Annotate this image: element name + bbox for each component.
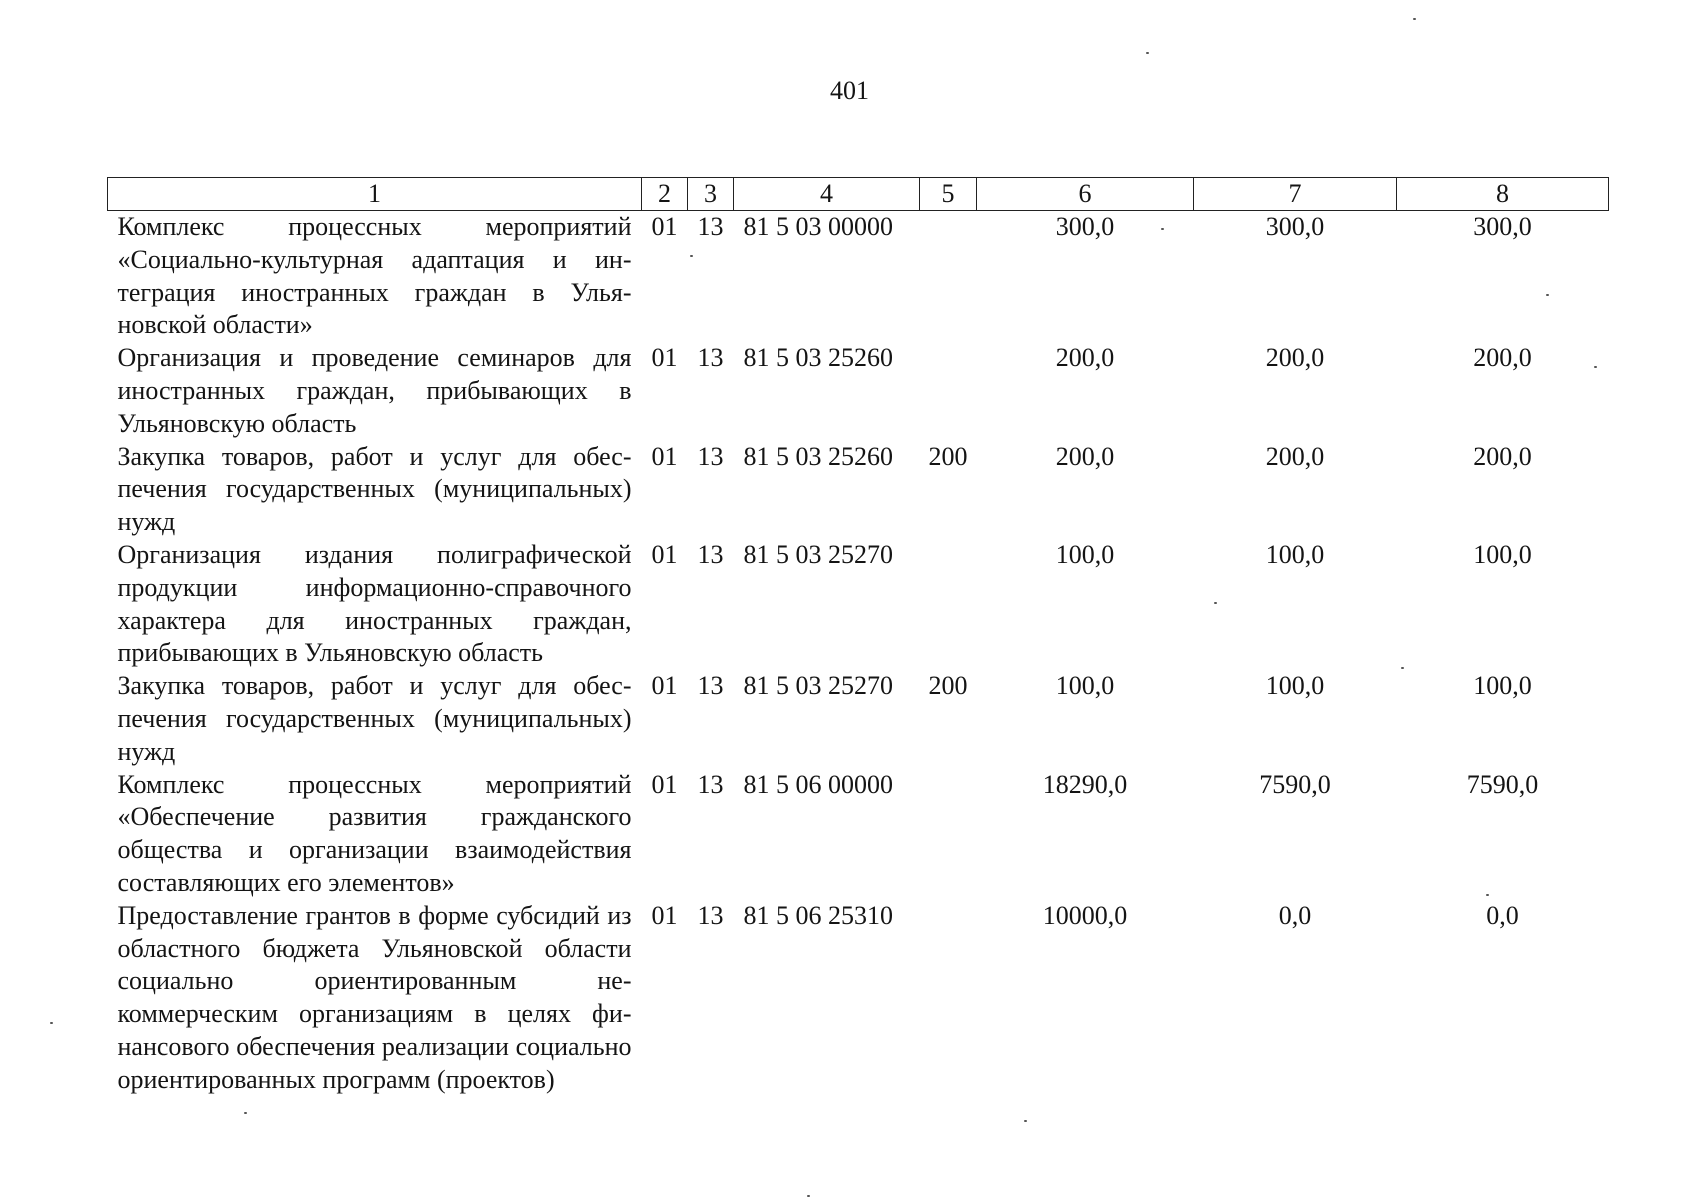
row-amount-col6: 10000,0 — [1042, 900, 1128, 930]
row-amount-col7: 200,0 — [1265, 343, 1325, 373]
row-description: Организация и проведение семинаров для иностранных граждан, прибывающих в Ульяновскую область — [117, 343, 632, 438]
row-expense-type-code: 200 — [928, 441, 968, 471]
scan-speck — [1214, 602, 1217, 604]
row-section-code: 01 — [651, 900, 678, 930]
row-target-article-code: 81 5 03 25260 — [743, 343, 893, 373]
row-section-code: 01 — [651, 769, 678, 799]
table-row — [108, 670, 1609, 768]
table-row — [108, 342, 1609, 440]
row-expense-type-code: 200 — [928, 671, 968, 701]
row-description: Закупка товаров, работ и услуг для обеспечения государственных (муниципальных) нужд — [117, 441, 632, 537]
row-amount-col7: 300,0 — [1265, 212, 1325, 241]
row-amount-col6: 100,0 — [1055, 539, 1115, 569]
row-expense-type-code — [920, 539, 977, 670]
scan-speck — [1486, 894, 1489, 896]
row-expense-type-code — [920, 211, 977, 343]
row-amount-col8: 100,0 — [1473, 539, 1532, 569]
row-subsection-code: 13 — [697, 900, 724, 930]
table-row — [108, 539, 1609, 670]
scan-speck — [1401, 667, 1404, 669]
row-amount-col7: 0,0 — [1278, 900, 1312, 930]
row-section-code: 01 — [651, 343, 678, 373]
row-expense-type-code — [920, 900, 977, 1097]
table-row — [108, 211, 1609, 343]
header-cell-4: 4 — [734, 178, 920, 211]
header-row — [108, 178, 1609, 211]
table-row — [108, 441, 1609, 539]
scan-speck — [1594, 366, 1597, 368]
row-amount-col8: 100,0 — [1473, 671, 1532, 701]
row-description: Комплекс процессных мероприятий «Обеспечение развития гражданского общества и организации взаимодействия составляющих его элементов» — [117, 769, 632, 897]
row-section-code: 01 — [651, 539, 678, 569]
row-section-code: 01 — [651, 212, 678, 241]
header-cell-1: 1 — [108, 178, 642, 211]
row-section-code: 01 — [651, 671, 678, 701]
row-amount-col6: 300,0 — [1055, 212, 1115, 241]
scan-speck — [1161, 228, 1164, 230]
row-target-article-code: 81 5 03 00000 — [743, 212, 893, 241]
scan-speck — [690, 255, 693, 257]
table-body — [108, 211, 1609, 1097]
row-amount-col7: 200,0 — [1265, 441, 1325, 471]
header-cell-6: 6 — [977, 178, 1194, 211]
header-cell-8: 8 — [1397, 178, 1609, 211]
row-target-article-code: 81 5 03 25270 — [743, 671, 893, 701]
row-amount-col8: 300,0 — [1473, 212, 1532, 241]
header-cell-5: 5 — [920, 178, 977, 211]
row-amount-col8: 200,0 — [1473, 343, 1532, 373]
scan-speck — [1024, 1120, 1027, 1122]
row-subsection-code: 13 — [697, 539, 724, 569]
row-amount-col6: 100,0 — [1055, 671, 1115, 701]
scan-speck — [807, 1195, 810, 1197]
row-subsection-code: 13 — [697, 441, 724, 471]
row-subsection-code: 13 — [697, 343, 724, 373]
row-expense-type-code — [920, 769, 977, 900]
table-row — [108, 769, 1609, 900]
table-header — [108, 178, 1609, 211]
row-target-article-code: 81 5 06 00000 — [743, 769, 893, 799]
row-amount-col6: 200,0 — [1055, 343, 1115, 373]
budget-table — [107, 177, 1609, 1097]
scan-speck — [50, 1022, 53, 1024]
header-cell-2: 2 — [642, 178, 688, 211]
page-number: 401 — [830, 76, 869, 105]
row-description: Закупка товаров, работ и услуг для обеспечения государственных (муниципальных) нужд — [117, 671, 632, 766]
scan-speck — [1146, 52, 1149, 54]
scan-speck — [1546, 294, 1549, 296]
row-amount-col8: 200,0 — [1473, 441, 1532, 471]
row-section-code: 01 — [651, 441, 678, 471]
scan-speck — [1413, 18, 1416, 20]
row-target-article-code: 81 5 03 25270 — [743, 539, 893, 569]
row-description: Комплекс процессных мероприятий «Социально-культурная адаптация и интеграция иностранных граждан в Ульяновской области» — [117, 212, 632, 340]
row-amount-col6: 200,0 — [1055, 441, 1115, 471]
row-description: Предоставление грантов в форме субсидий из областного бюджета Ульяновской области социально ориентированным некоммерческим организациям в целях финансового обеспечения реализации социально ориентированных программ (проектов) — [117, 900, 632, 1094]
row-description: Организация издания полиграфической продукции информационно-справочного характера для иностранных граждан, прибывающих в Ульяновскую область — [117, 539, 632, 668]
row-subsection-code: 13 — [697, 212, 724, 241]
row-amount-col7: 100,0 — [1265, 539, 1325, 569]
row-subsection-code: 13 — [697, 769, 724, 799]
row-amount-col7: 100,0 — [1265, 671, 1325, 701]
scan-speck — [244, 1112, 247, 1114]
header-cell-7: 7 — [1194, 178, 1397, 211]
header-cell-3: 3 — [688, 178, 734, 211]
row-amount-col8: 0,0 — [1486, 900, 1519, 930]
table-row — [108, 900, 1609, 1097]
row-subsection-code: 13 — [697, 671, 724, 701]
row-amount-col6: 18290,0 — [1042, 769, 1128, 799]
row-target-article-code: 81 5 03 25260 — [743, 441, 893, 471]
row-expense-type-code — [920, 342, 977, 440]
row-amount-col8: 7590,0 — [1466, 769, 1539, 799]
row-target-article-code: 81 5 06 25310 — [743, 900, 893, 930]
row-amount-col7: 7590,0 — [1259, 769, 1331, 799]
